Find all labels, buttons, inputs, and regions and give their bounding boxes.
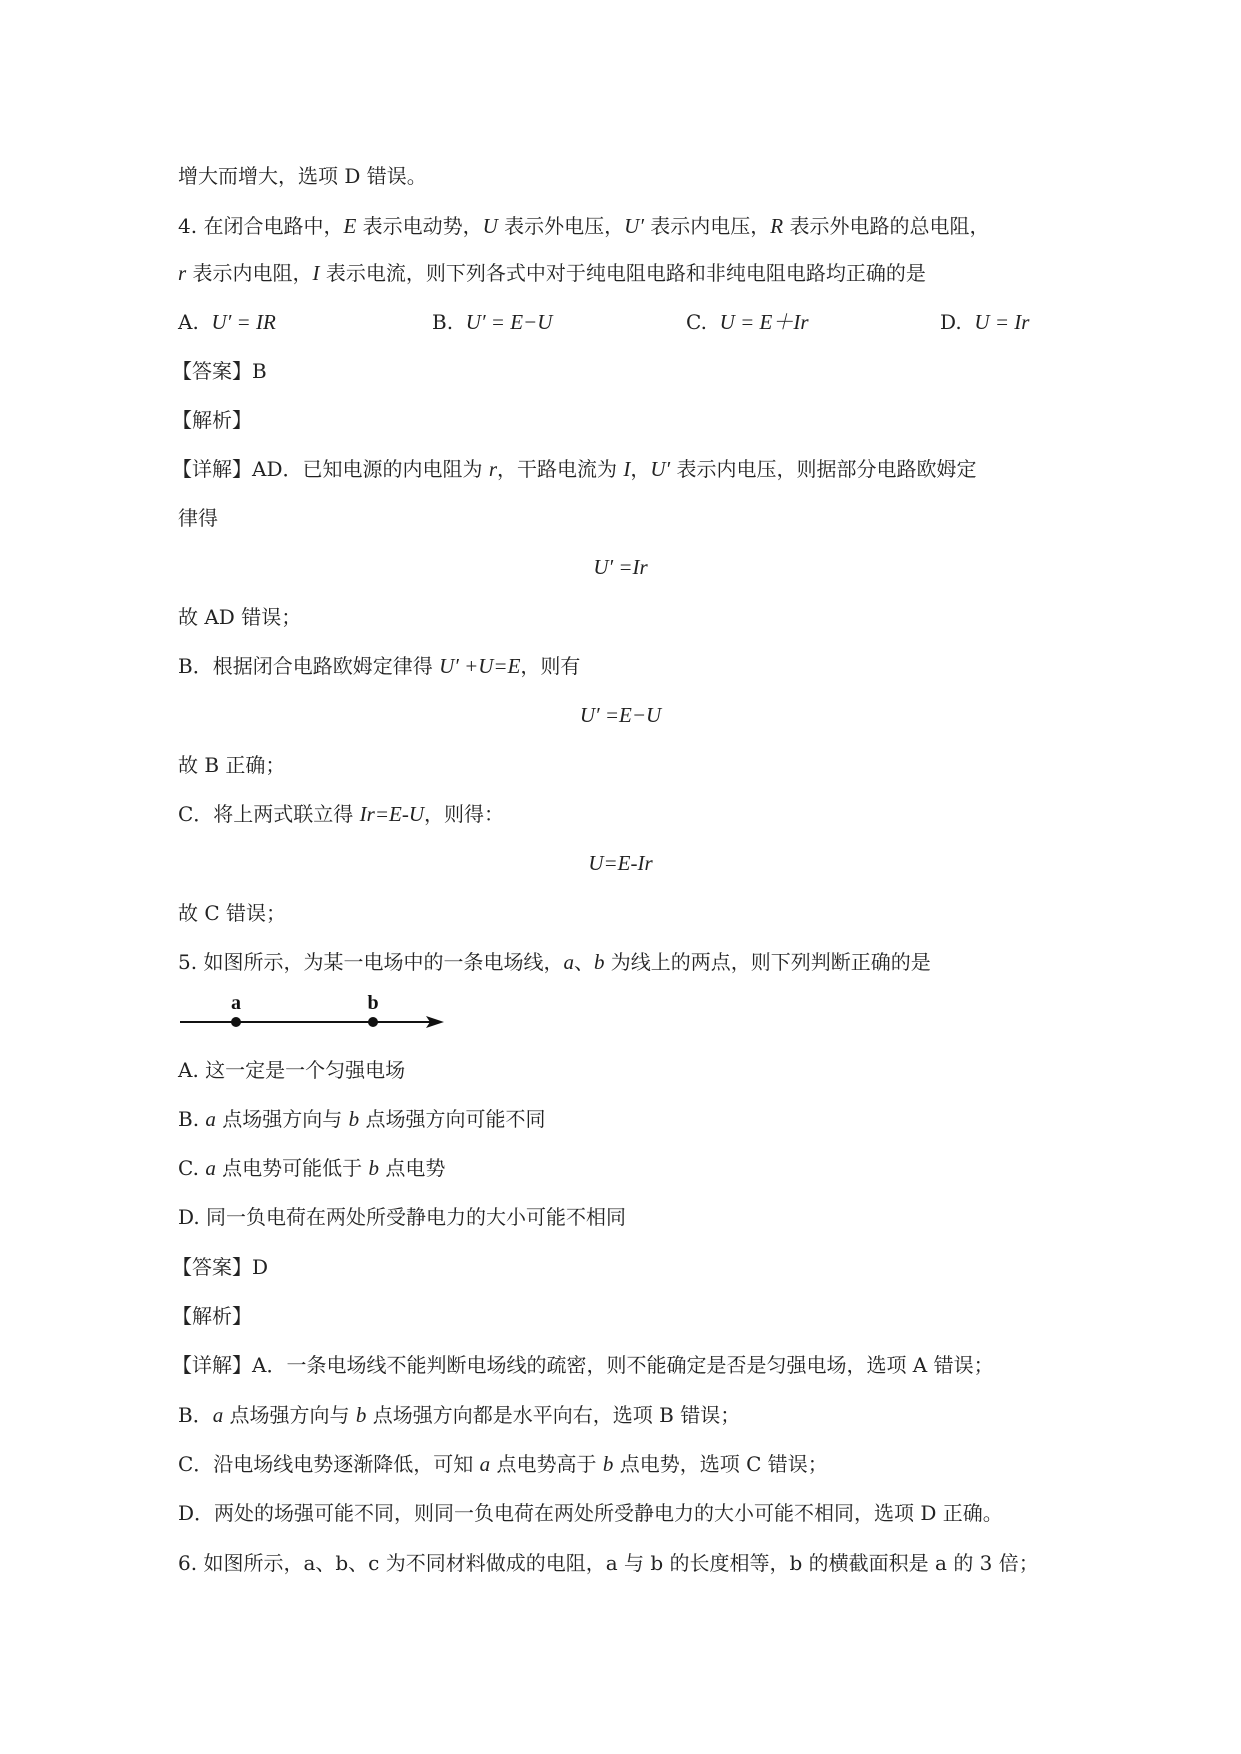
q5-option-b (178, 1104, 546, 1134)
symbol: U (482, 214, 498, 238)
symbol: R (770, 214, 784, 238)
option-expression: U′ = IR (211, 310, 276, 334)
text: 表示外电路的总电阻， (783, 214, 990, 238)
symbol: E (343, 214, 357, 238)
text: 点场强方向与 (215, 1107, 349, 1131)
text: 表示内电压，则据部分电路欧姆定 (670, 457, 977, 481)
text: ， (630, 457, 651, 481)
answer-5: 【答案】D (172, 1255, 269, 1279)
text: 5. 如图所示，为某一电场中的一条电场线， (178, 950, 564, 974)
question-4-stem (178, 211, 989, 241)
question-5-stem (178, 947, 931, 977)
q5-option-a: A. 这一定是一个匀强电场 (178, 1058, 406, 1082)
text: 点电势，选项 C 错误； (613, 1452, 828, 1476)
equation-text: U′ =Ir (593, 555, 648, 579)
option-expression: U = E＋Ir (719, 310, 809, 334)
text: 点场强方向与 (223, 1403, 356, 1427)
option-c (686, 307, 809, 337)
text: 表示外电压， (497, 214, 625, 238)
detail-5-d: D．两处的场强可能不同，则同一负电荷在两处所受静电力的大小可能不相同，选项 D 正确。 (178, 1501, 1003, 1525)
text: C. (178, 1156, 206, 1180)
text: 、 (573, 950, 594, 974)
text: B．根据闭合电路欧姆定律得 (178, 654, 440, 678)
text: C．沿电场线电势逐渐降低，可知 (178, 1452, 480, 1476)
text: 为线上的两点，则下列判断正确的是 (604, 950, 931, 974)
symbol: U′ +U=E (439, 654, 521, 678)
text: 4. 在闭合电路中， (178, 214, 344, 238)
question-4-stem-cont (178, 258, 926, 288)
text-line: 故 C 错误； (178, 901, 287, 925)
symbol: b (593, 950, 605, 974)
symbol: U′ (650, 457, 671, 481)
detail-4-b (178, 651, 580, 681)
text: ，则有 (520, 654, 581, 678)
text: C．将上两式联立得 (178, 802, 360, 826)
option-expression: U′ = E−U (465, 310, 553, 334)
option-label: C. (686, 310, 707, 334)
symbol: b (348, 1107, 360, 1131)
symbol: b (355, 1403, 367, 1427)
option-expression: U = Ir (974, 310, 1030, 334)
equation-text: U′ =E−U (579, 703, 662, 727)
text: 表示内电阻， (186, 261, 313, 285)
detail-5-b (178, 1400, 740, 1430)
symbol: a (205, 1107, 216, 1131)
answer-4: 【答案】B (172, 359, 267, 383)
equation-text: U=E-Ir (588, 851, 653, 875)
option-d (940, 307, 1029, 337)
symbol: r (488, 457, 498, 481)
symbol: a (212, 1403, 224, 1427)
q5-option-d: D. 同一负电荷在两处所受静电力的大小可能不相同 (178, 1205, 627, 1229)
text: ，则得： (424, 802, 504, 826)
detail-4-cont: 律得 (178, 506, 218, 530)
option-b (432, 307, 552, 337)
text-line: 增大而增大，选项 D 错误。 (178, 164, 427, 188)
symbol: a (205, 1156, 216, 1180)
point-a-dot (231, 1017, 241, 1027)
detail-4 (172, 454, 977, 484)
text: ，干路电流为 (497, 457, 624, 481)
equation-3 (0, 848, 1241, 878)
symbol: r (178, 261, 187, 285)
text: 点电势高于 (490, 1452, 603, 1476)
electric-field-line-figure (178, 995, 448, 1035)
equation-1 (0, 552, 1241, 582)
q5-option-c (178, 1153, 445, 1183)
point-a-label: a (231, 995, 241, 1014)
symbol: b (368, 1156, 380, 1180)
text: 点电势 (379, 1156, 446, 1180)
question-6-stem: 6. 如图所示，a、b、c 为不同材料做成的电阻，a 与 b 的长度相等，b 的横截面积是 a 的 3 倍； (178, 1551, 1039, 1575)
text: B. (178, 1107, 206, 1131)
analysis-5-heading: 【解析】 (172, 1304, 252, 1328)
symbol: a (479, 1452, 491, 1476)
text-line: 故 B 正确； (178, 753, 286, 777)
option-label: A. (178, 310, 199, 334)
symbol: a (563, 950, 574, 974)
text: 点场强方向都是水平向右，选项 B 错误； (366, 1403, 741, 1427)
text-line: 故 AD 错误； (178, 605, 302, 629)
point-b-label: b (367, 995, 379, 1014)
point-b-dot (368, 1017, 378, 1027)
symbol: Ir=E-U (359, 802, 424, 826)
detail-4-c (178, 799, 504, 829)
option-label: B. (432, 310, 454, 334)
text: 点电势可能低于 (215, 1156, 369, 1180)
equation-2 (0, 700, 1241, 730)
text: B． (178, 1403, 213, 1427)
analysis-4-heading: 【解析】 (172, 408, 252, 432)
text: 表示内电压， (643, 214, 771, 238)
option-label: D. (940, 310, 962, 334)
option-a (178, 307, 276, 337)
symbol: I (623, 457, 631, 481)
text: 【详解】AD．已知电源的内电阻为 (172, 457, 489, 481)
text: 表示电流，则下列各式中对于纯电阻电路和非纯电阻电路均正确的是 (319, 261, 926, 285)
symbol: U′ (624, 214, 644, 238)
text: 点场强方向可能不同 (359, 1107, 546, 1131)
symbol: I (312, 261, 320, 285)
symbol: b (602, 1452, 614, 1476)
text: 表示电动势， (356, 214, 483, 238)
detail-5-c (178, 1449, 828, 1479)
detail-5-a: 【详解】A．一条电场线不能判断电场线的疏密，则不能确定是否是匀强电场，选项 A 错误； (172, 1353, 994, 1377)
